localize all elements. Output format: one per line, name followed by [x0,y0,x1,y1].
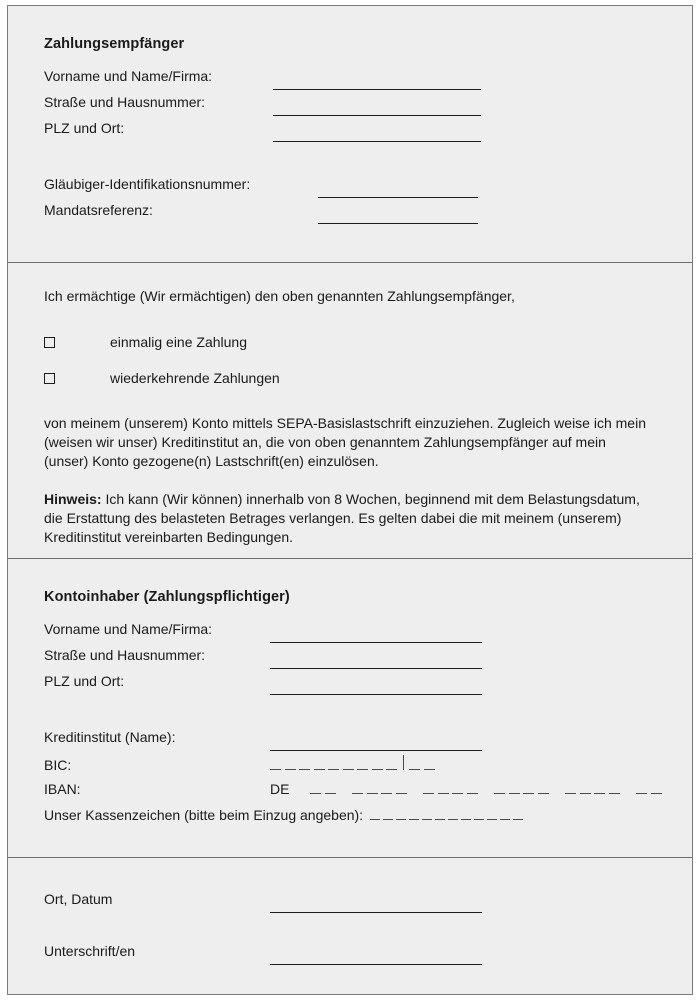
dash-cell [314,769,325,770]
holder-city-input[interactable] [270,694,482,695]
iban-group [565,793,623,794]
dash-cell [396,793,407,794]
iban-group [494,793,552,794]
iban-label: IBAN: [44,781,81,797]
authorization-note-label: Hinweis: [44,491,102,507]
payee-name-label: Vorname und Name/Firma: [44,68,213,84]
dash-cell [423,793,434,794]
dash-cell [487,819,497,820]
authorization-lead-text: Ich ermächtige (Wir ermächtigen) den oben genannten Zahlungsempfänger, [44,288,515,304]
field-row-payee-city [44,120,692,146]
holder-name-label: Vorname und Name/Firma: [44,621,213,637]
dash-cell [422,819,432,820]
creditor-id-input[interactable] [318,197,478,198]
field-row-creditor-id [44,176,692,202]
holder-spacer [44,699,692,729]
field-row-payee-street [44,94,692,120]
signature-input[interactable] [270,964,482,965]
payee-city-label: PLZ und Ort: [44,120,125,136]
bic-label: BIC: [44,757,72,773]
iban-country-code: DE [270,781,290,797]
account-holder-section-title: Kontoinhaber (Zahlungspflichtiger) [44,589,290,605]
dash-cell [461,819,471,820]
payee-spacer [44,146,692,176]
customer-reference-label: Unser Kassenzeichen (bitte beim Einzug angeben): [44,807,364,823]
dash-cell [435,819,445,820]
option-row-single-payment [44,324,692,360]
dash-cell [409,819,419,820]
signature-section [8,857,692,994]
customer-reference-input[interactable] [370,819,526,823]
payee-city-input[interactable] [273,141,481,142]
authorization-note [44,490,659,547]
holder-city-label: PLZ und Ort: [44,673,125,689]
dash-cell [310,793,321,794]
iban-group [352,793,410,794]
dash-cell [448,819,458,820]
signature-spacer [44,917,692,943]
signature-label: Unterschrift/en [44,943,136,959]
payee-street-label: Straße und Hausnummer: [44,94,206,110]
authorization-body-text: von meinem (unserem) Konto mittels SEPA-Basislastschrift einzuziehen. Zugleich weise ich mein (weisen wir unser) Kreditinstitut an, die von oben genanntem Zahlungsempfänger auf mein (unser) Konto gezogene(n) Lastschrift(en) einzulösen. [44,415,646,469]
dash-cell [513,819,523,820]
mandate-reference-input[interactable] [318,223,478,224]
place-date-label: Ort, Datum [44,891,113,907]
dash-cell [636,793,647,794]
dash-cell [651,793,662,794]
holder-street-input[interactable] [270,668,482,669]
field-row-payee-name [44,68,692,94]
dash-cell [452,793,463,794]
dash-cell [328,769,339,770]
field-row-holder-name [44,621,692,647]
field-row-bank-institute [44,729,692,755]
payee-section-title: Zahlungsempfänger [44,36,185,52]
dash-cell [594,793,605,794]
dash-cell [370,819,380,820]
dash-cell [325,793,336,794]
dash-cell [509,793,520,794]
field-row-holder-street [44,647,692,673]
authorization-note-text: Ich kann (Wir können) innerhalb von 8 Wochen, beginnend mit dem Belastungsdatum, die Erstattung des belasteten Betrages verlangen. Es gelten dabei die mit meinem (unserem) Kreditinstitut vereinbarten Bedingungen. [44,491,640,545]
dash-cell [565,793,576,794]
option-row-recurring-payments [44,360,692,396]
dash-cell [372,769,383,770]
dash-cell [367,793,378,794]
iban-group [636,793,665,794]
dash-cell [474,819,484,820]
field-row-mandate-reference [44,202,692,228]
dash-cell [381,793,392,794]
dash-cell [343,769,354,770]
dash-cell [299,769,310,770]
creditor-id-label: Gläubiger-Identifikationsnummer: [44,176,251,192]
dash-cell [609,793,620,794]
field-row-customer-reference [44,807,692,833]
dash-cell [285,769,296,770]
field-row-signature [44,943,692,969]
dash-cell [523,793,534,794]
holder-name-input[interactable] [270,642,482,643]
bank-institute-label: Kreditinstitut (Name): [44,729,176,745]
dash-cell [386,769,397,770]
dash-cell [357,769,368,770]
iban-group [310,793,339,794]
field-row-iban [44,781,692,807]
dash-cell [500,819,510,820]
payee-name-input[interactable] [273,89,481,90]
option-label-recurring-payments: wiederkehrende Zahlungen [110,370,280,386]
bank-institute-input[interactable] [270,750,482,751]
bic-separator [403,755,405,770]
dash-cell [396,819,406,820]
checkbox-single-payment[interactable] [44,337,55,348]
dash-cell [494,793,505,794]
payee-section [8,6,692,262]
bic-input[interactable] [270,755,438,773]
dash-cell [438,793,449,794]
field-row-bic [44,755,692,781]
holder-street-label: Straße und Hausnummer: [44,647,206,663]
account-holder-section [8,558,692,857]
checkbox-recurring-payments[interactable] [44,373,55,384]
dash-cell [352,793,363,794]
iban-input[interactable] [310,793,678,797]
dash-cell [467,793,478,794]
dash-cell [538,793,549,794]
mandate-reference-label: Mandatsreferenz: [44,202,153,218]
field-row-place-date [44,891,692,917]
dash-cell [580,793,591,794]
dash-cell [383,819,393,820]
dash-cell [409,769,420,770]
dash-cell [270,769,281,770]
sepa-mandate-form [7,5,693,995]
dash-cell [424,769,435,770]
payee-street-input[interactable] [273,115,481,116]
authorization-section [8,262,692,558]
iban-group [423,793,481,794]
place-date-input[interactable] [270,912,482,913]
field-row-holder-city [44,673,692,699]
option-label-single-payment: einmalig eine Zahlung [110,334,247,350]
